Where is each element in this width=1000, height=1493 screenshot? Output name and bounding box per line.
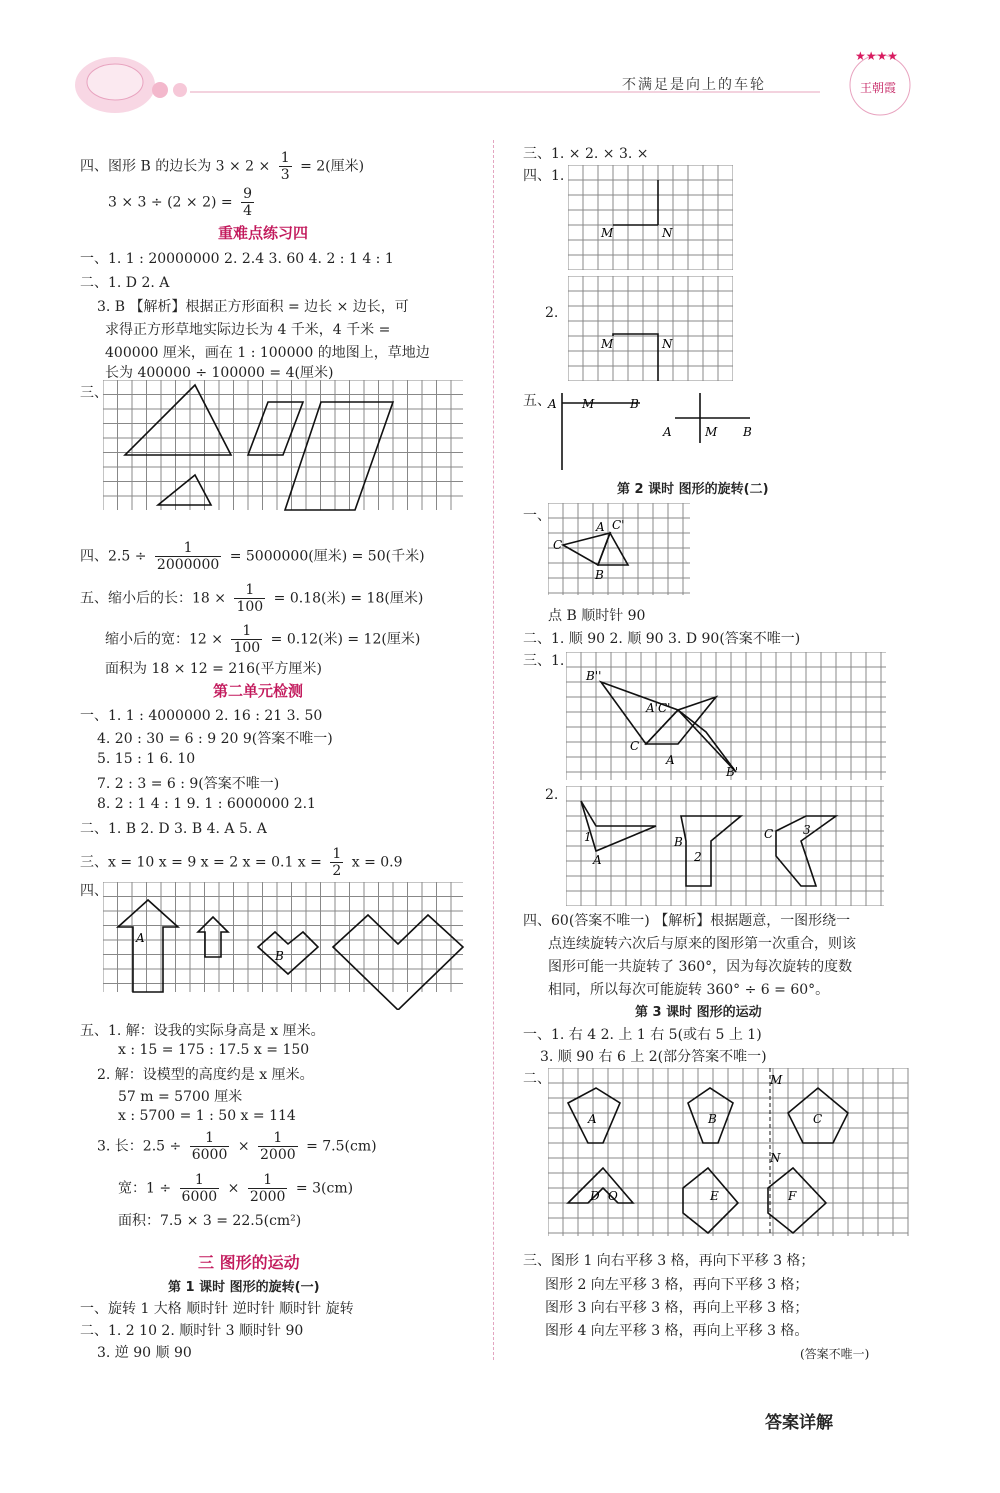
answer-text: 五、缩小后的长：18 × — [80, 590, 226, 607]
answer-line — [108, 186, 258, 219]
answer-line — [80, 150, 364, 183]
footer-label: 答案详解 — [765, 1413, 833, 1433]
label-B: B — [708, 1112, 717, 1126]
numerator: 1 — [180, 1172, 220, 1189]
fraction — [279, 150, 292, 183]
answer-line: 三、1. — [523, 653, 565, 669]
answer-line: x : 5700 = 1 : 50 x = 114 — [118, 1108, 296, 1124]
label-B-double-prime: B'' — [586, 669, 602, 683]
answer-line: 三、1. × 2. × 3. × — [523, 146, 649, 162]
fraction — [241, 186, 254, 219]
header-banner — [60, 40, 930, 130]
grid-figure-3 — [568, 165, 733, 270]
label-A: A — [588, 1112, 597, 1126]
small-triangle-shape — [158, 475, 211, 505]
section-title: 重难点练习四 — [218, 224, 309, 242]
segment-shape — [613, 334, 658, 381]
label-3: 3 — [803, 823, 811, 837]
label-C: C — [764, 827, 774, 841]
answer-line — [80, 846, 403, 879]
answer-line: 3. 顺 90 右 6 上 2(部分答案不唯一) — [540, 1049, 767, 1065]
label-B-prime: B' — [726, 765, 739, 779]
svg-text:王朝霞: 王朝霞 — [860, 81, 897, 95]
numerator: 1 — [258, 1130, 298, 1147]
answer-text: × — [227, 1180, 240, 1197]
label-M: M — [705, 425, 718, 439]
denominator: 6000 — [181, 1189, 218, 1205]
answer-line: 3. 逆 90 顺 90 — [97, 1345, 192, 1361]
fraction — [330, 846, 343, 879]
answer-text: = 0.18(米) = 18(厘米) — [273, 590, 424, 607]
answer-line: 400000 厘米，画在 1 : 100000 的地图上，草地边 — [105, 345, 430, 361]
denominator: 3 — [280, 167, 290, 183]
triangle-shape — [125, 385, 231, 455]
svg-text:★★★★: ★★★★ — [855, 49, 899, 63]
label-AC-prime: A'C' — [646, 701, 671, 715]
lesson-title: 第 2 课时 图形的旋转(二) — [617, 482, 769, 497]
grid-figure-5 — [548, 503, 690, 595]
answer-text: 宽：1 ÷ — [118, 1180, 172, 1197]
numerator: 1 — [190, 1130, 230, 1147]
answer-line: 求得正方形草地实际边长为 4 千米，4 千米 = — [105, 322, 391, 338]
answer-line: 3. B 【解析】根据正方形面积 = 边长 × 边长，可 — [97, 299, 409, 315]
denominator: 100 — [233, 640, 261, 656]
label-N: N — [662, 226, 673, 240]
label-C: C — [630, 739, 640, 753]
denominator: 6000 — [191, 1147, 228, 1163]
label-O: O — [608, 1189, 618, 1203]
grid-lines — [568, 165, 733, 270]
answer-line: 长为 400000 ÷ 100000 = 4(厘米) — [105, 365, 334, 381]
answer-line: 二、1. D 2. A — [80, 275, 170, 291]
answer-text: = 2(厘米) — [300, 158, 365, 175]
numerator: 9 — [243, 186, 253, 202]
fraction — [258, 1130, 298, 1163]
lesson-title: 第 1 课时 图形的旋转(一) — [168, 1280, 320, 1295]
answer-line: 57 m = 5700 厘米 — [118, 1089, 243, 1105]
answer-text: × — [237, 1138, 250, 1155]
answer-line — [105, 623, 420, 656]
numerator: 1 — [248, 1172, 288, 1189]
small-arrow-shape — [198, 917, 228, 957]
answer-text: 缩小后的宽：12 × — [105, 631, 223, 648]
large-parallelogram-shape — [285, 402, 393, 510]
answer-line: 一、旋转 1 大格 顺时针 逆时针 顺时针 旋转 — [80, 1301, 354, 1317]
answer-line: 四、1. — [523, 168, 565, 184]
numerator: 1 — [155, 540, 221, 557]
answer-line: 二、1. 顺 90 2. 顺 90 3. D 90(答案不唯一) — [523, 631, 801, 647]
fraction — [180, 1172, 220, 1205]
denominator: 2000 — [260, 1147, 296, 1163]
answer-line: 一、1. 右 4 2. 上 1 右 5(或右 5 上 1) — [523, 1027, 762, 1043]
answer-line: 五、 — [523, 393, 551, 409]
answer-note: (答案不唯一) — [800, 1347, 870, 1361]
answer-line: 二、1. B 2. D 3. B 4. A 5. A — [80, 821, 267, 837]
grid-figure-2 — [103, 882, 465, 1010]
answer-text: 四、2.5 ÷ — [80, 548, 147, 565]
fraction — [190, 1130, 230, 1163]
fraction — [248, 1172, 288, 1205]
fraction — [231, 623, 262, 656]
numerator: 1 — [231, 623, 262, 640]
denominator: 4 — [243, 203, 253, 219]
answer-text: = 5000000(厘米) = 50(千米) — [229, 548, 425, 565]
grid-lines — [548, 1068, 908, 1236]
label-A: A — [136, 931, 145, 945]
answer-line: 一、1. 1 : 4000000 2. 16 : 21 3. 50 — [80, 708, 323, 724]
header-decoration — [60, 40, 930, 130]
column-divider — [493, 140, 494, 1360]
answer-line: 三、图形 1 向右平移 3 格，再向下平移 3 格； — [523, 1253, 815, 1269]
answer-line: 五、1. 解：设我的实际身高是 x 厘米。 — [80, 1023, 325, 1039]
label-1: 1 — [584, 830, 592, 844]
denominator: 2000 — [249, 1189, 286, 1205]
denominator: 100 — [236, 599, 264, 615]
answer-line: 二、 — [523, 1071, 551, 1087]
answer-line: 图形 2 向左平移 3 格，再向下平移 3 格； — [545, 1277, 809, 1293]
numerator: 1 — [280, 150, 290, 166]
answer-text: = 0.12(米) = 12(厘米) — [270, 631, 421, 648]
label-B: B — [743, 425, 752, 439]
section-title: 第二单元检测 — [213, 682, 304, 700]
answer-line: 四、60(答案不唯一) 【解析】根据题意，一图形绕一 — [523, 913, 851, 929]
answer-text: 三、x = 10 x = 9 x = 2 x = 0.1 x = — [80, 854, 322, 871]
grid-lines — [103, 882, 463, 992]
label-2: 2 — [694, 850, 702, 864]
label-N: N — [662, 337, 673, 351]
label-C: C — [553, 538, 563, 552]
answer-line: 4. 20 : 30 = 6 : 9 20 9(答案不唯一) — [97, 731, 333, 747]
answer-line: 二、1. 2 10 2. 顺时针 3 顺时针 90 — [80, 1323, 304, 1339]
answer-line: 一、1. 1 : 20000000 2. 2.4 3. 60 4. 2 : 1 4 : 1 — [80, 251, 394, 267]
answer-line: 5. 15 : 1 6. 10 — [97, 751, 196, 767]
grid-figure-7 — [566, 786, 884, 906]
fraction — [234, 582, 265, 615]
label-M: M — [770, 1073, 783, 1087]
answer-line: 面积为 18 × 12 = 216(平方厘米) — [105, 661, 322, 677]
answer-line: 点 B 顺时针 90 — [548, 608, 646, 624]
label-B: B — [630, 397, 639, 411]
answer-line — [80, 582, 423, 615]
answer-text: = 3(cm) — [295, 1180, 354, 1197]
label-D: D — [590, 1189, 600, 1203]
label-B: B — [275, 949, 284, 963]
label-M: M — [582, 397, 595, 411]
label-M: M — [601, 337, 614, 351]
label-A: A — [666, 753, 675, 767]
answer-line: 2. — [545, 787, 559, 803]
parallelogram-shape — [248, 402, 303, 455]
answer-line — [80, 540, 425, 573]
answer-text: 3. 长：2.5 ÷ — [97, 1138, 182, 1155]
arrow-shape — [118, 900, 178, 992]
triangle-ABC — [563, 533, 610, 565]
answer-text: 四、图形 B 的边长为 3 × 2 × — [80, 158, 271, 175]
label-N: N — [770, 1151, 781, 1165]
answer-line: x : 15 = 175 : 17.5 x = 150 — [118, 1042, 310, 1058]
grid-lines — [566, 786, 884, 906]
answer-line — [118, 1172, 353, 1205]
answer-text: 3 × 3 ÷ (2 × 2) = — [108, 194, 233, 211]
label-M: M — [601, 226, 614, 240]
denominator: 2000000 — [156, 557, 220, 573]
answer-line: 图形 4 向左平移 3 格，再向上平移 3 格。 — [545, 1323, 809, 1339]
answer-line: 7. 2 : 3 = 6 : 9(答案不唯一) — [97, 776, 280, 792]
label-B: B — [595, 568, 604, 582]
grid-figure-4 — [568, 276, 733, 381]
label-E: E — [710, 1189, 719, 1203]
fraction — [155, 540, 221, 573]
answer-text: = 7.5(cm) — [306, 1138, 377, 1155]
shape-1 — [581, 801, 656, 851]
label-F: F — [788, 1189, 797, 1203]
small-heart-shape — [258, 932, 318, 974]
answer-line: 图形可能一共旋转了 360°，因为每次旋转的度数 — [548, 959, 853, 975]
label-A: A — [596, 520, 605, 534]
label-C-prime: C' — [612, 518, 625, 532]
lesson-title: 第 3 课时 图形的运动 — [635, 1005, 762, 1020]
large-heart-shape — [333, 915, 463, 1010]
label-B: B — [674, 835, 683, 849]
header-motto: 不满足是向上的车轮 — [622, 77, 766, 93]
answer-line: 2. — [545, 305, 559, 321]
answer-line: 三、 — [80, 385, 108, 401]
label-A: A — [548, 397, 557, 411]
triangle-rotated-2 — [678, 710, 736, 772]
answer-line: 四、 — [80, 883, 108, 899]
grid-figure-1 — [103, 380, 465, 515]
answer-line: 面积：7.5 × 3 = 22.5(cm²) — [118, 1213, 302, 1229]
rotation-lines-figure — [545, 388, 765, 473]
answer-line — [97, 1130, 377, 1163]
numerator: 1 — [332, 846, 342, 862]
answer-line: 一、 — [523, 508, 551, 524]
unit-title: 三 图形的运动 — [198, 1253, 300, 1272]
answer-line: 8. 2 : 1 4 : 1 9. 1 : 6000000 2.1 — [97, 796, 316, 812]
answer-line: 图形 3 向右平移 3 格，再向上平移 3 格； — [545, 1300, 809, 1316]
answer-line: 相同，所以每次可能旋转 360° ÷ 6 = 60°。 — [548, 982, 830, 998]
answer-line: 点连续旋转六次后与原来的图形第一次重合，则该 — [548, 936, 856, 952]
denominator: 2 — [332, 863, 342, 879]
label-C: C — [813, 1112, 823, 1126]
grid-figure-8 — [548, 1068, 910, 1236]
answer-text: x = 0.9 — [351, 854, 403, 871]
label-A: A — [593, 853, 602, 867]
grid-lines — [568, 276, 733, 381]
numerator: 1 — [234, 582, 265, 599]
answer-line: 2. 解：设模型的高度约是 x 厘米。 — [97, 1067, 314, 1083]
grid-lines — [103, 380, 463, 510]
label-A: A — [663, 425, 672, 439]
shape-F — [768, 1168, 826, 1233]
grid-figure-6 — [566, 652, 886, 780]
